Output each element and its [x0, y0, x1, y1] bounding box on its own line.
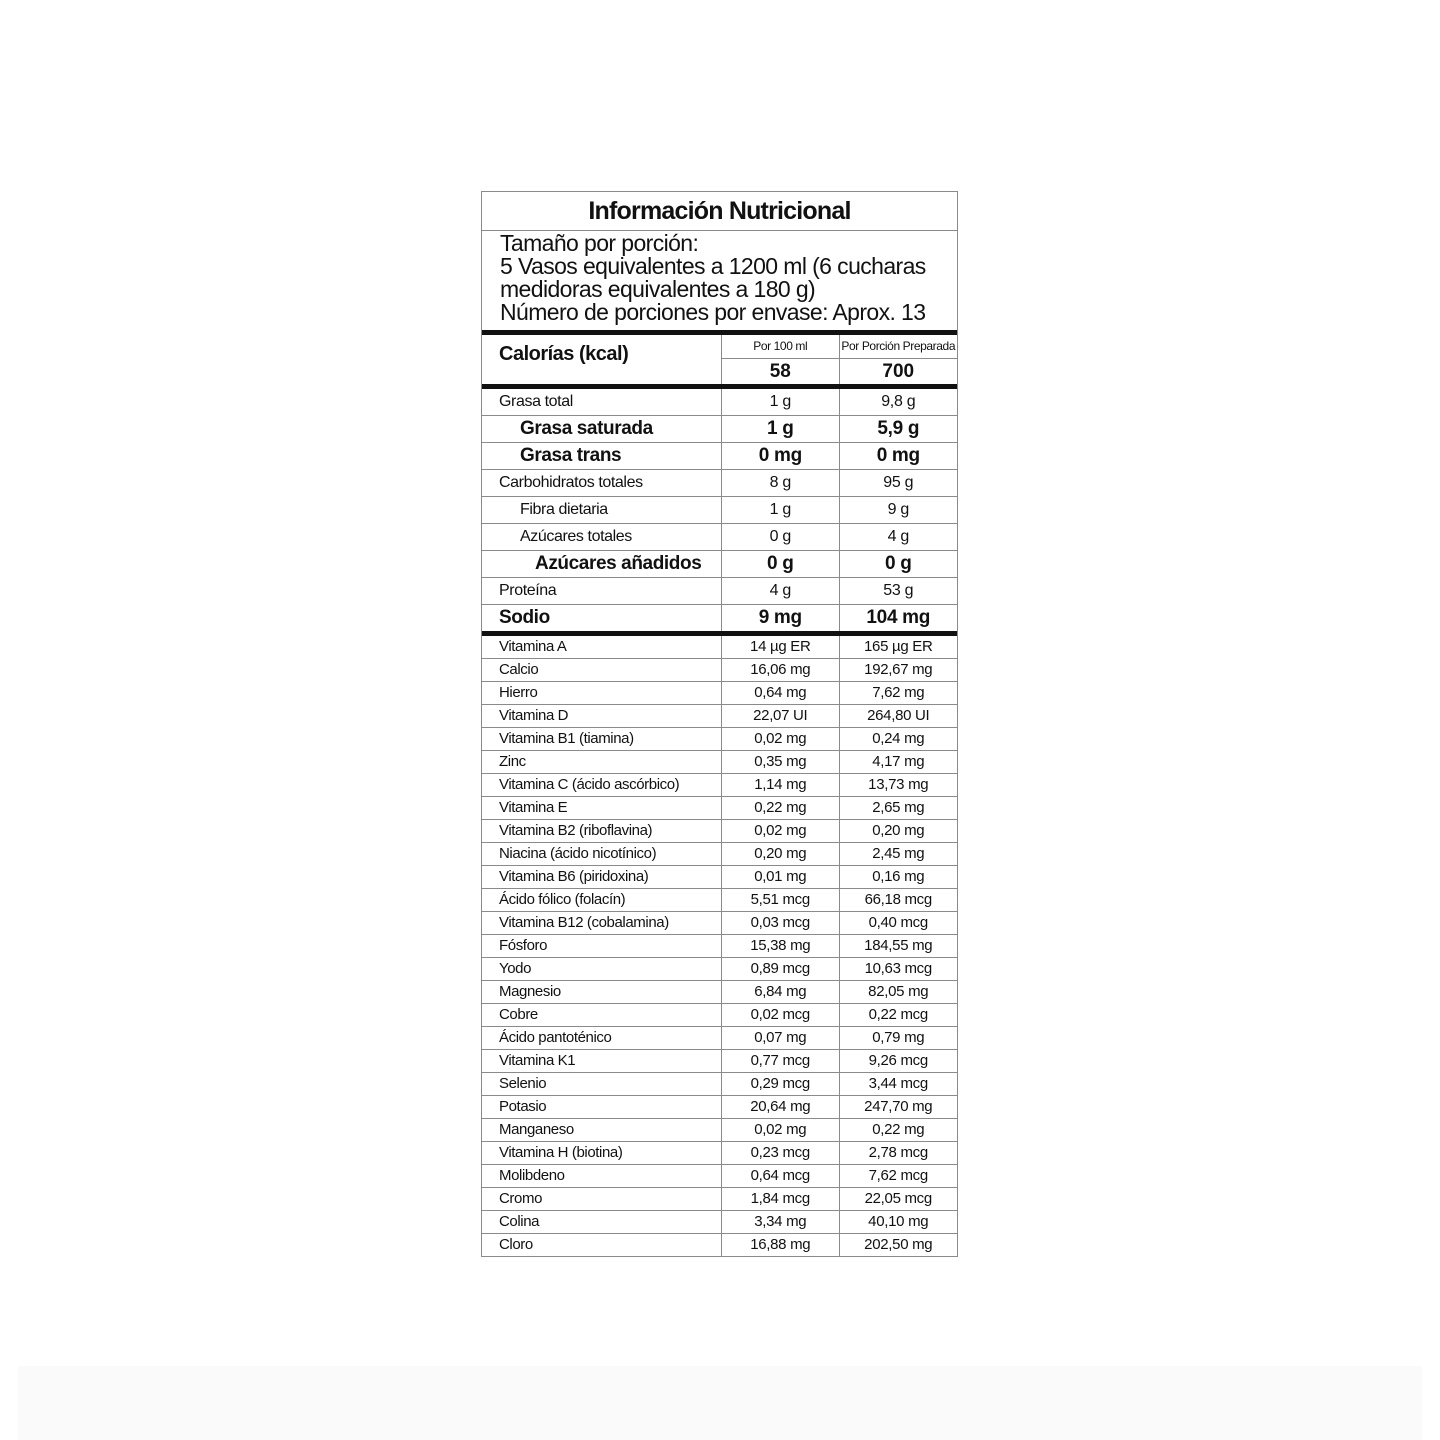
value-per-100ml: 0,89 mcg — [721, 958, 838, 980]
macronutrients-table — [482, 389, 957, 631]
value-per-serving: 40,10 mg — [839, 1211, 957, 1233]
value-per-serving: 0,22 mcg — [839, 1004, 957, 1026]
value-per-serving: 3,44 mcg — [839, 1073, 957, 1095]
table-row — [482, 980, 957, 1003]
table-row — [482, 1072, 957, 1095]
bottom-background-band — [18, 1366, 1422, 1440]
value-per-100ml: 0,77 mcg — [721, 1050, 838, 1072]
value-per-100ml: 0 mg — [721, 443, 838, 469]
value-per-serving: 10,63 mcg — [839, 958, 957, 980]
column-header-per-serving: Por Porción Preparada — [840, 335, 957, 359]
nutrient-name: Grasa total — [499, 393, 573, 410]
value-per-100ml: 1 g — [721, 497, 838, 523]
table-row — [482, 604, 957, 631]
value-per-100ml: 0,20 mg — [721, 843, 838, 865]
nutrient-name: Vitamina D — [499, 707, 569, 724]
value-per-100ml: 0,64 mg — [721, 682, 838, 704]
table-row — [482, 681, 957, 704]
nutrient-name: Fósforo — [499, 937, 548, 954]
table-row — [482, 1003, 957, 1026]
value-per-serving: 66,18 mcg — [839, 889, 957, 911]
value-per-serving: 4 g — [839, 524, 957, 550]
value-per-100ml: 0,02 mg — [721, 1119, 838, 1141]
table-row — [482, 842, 957, 865]
calories-col-per-serving — [839, 335, 957, 384]
nutrient-name: Cloro — [499, 1236, 533, 1253]
nutrient-name: Vitamina H (biotina) — [499, 1144, 623, 1161]
table-row — [482, 934, 957, 957]
table-row — [482, 865, 957, 888]
nutrient-name: Niacina (ácido nicotínico) — [499, 845, 657, 862]
nutrient-name: Calcio — [499, 661, 539, 678]
value-per-100ml: 1 g — [721, 389, 838, 415]
nutrient-name: Selenio — [499, 1075, 547, 1092]
value-per-100ml: 5,51 mcg — [721, 889, 838, 911]
value-per-100ml: 0,03 mcg — [721, 912, 838, 934]
nutrient-name: Vitamina B12 (cobalamina) — [499, 914, 669, 931]
value-per-serving: 22,05 mcg — [839, 1188, 957, 1210]
value-per-100ml: 9 mg — [721, 605, 838, 631]
table-row — [482, 1164, 957, 1187]
table-row — [482, 1210, 957, 1233]
value-per-serving: 7,62 mg — [839, 682, 957, 704]
value-per-100ml: 3,34 mg — [721, 1211, 838, 1233]
value-per-serving: 165 µg ER — [839, 636, 957, 658]
nutrient-name: Sodio — [499, 607, 550, 628]
table-row — [482, 636, 957, 658]
table-row — [482, 442, 957, 469]
table-row — [482, 389, 957, 415]
table-row — [482, 523, 957, 550]
value-per-serving: 202,50 mg — [839, 1234, 957, 1256]
nutrient-name: Ácido pantoténico — [499, 1029, 612, 1046]
nutrient-name: Fibra dietaria — [520, 501, 608, 518]
nutrient-name: Vitamina E — [499, 799, 568, 816]
calories-col-per-100ml — [721, 335, 838, 384]
nutrient-name: Vitamina A — [499, 638, 567, 655]
nutrient-name: Grasa trans — [520, 445, 622, 466]
table-row — [482, 415, 957, 442]
value-per-100ml: 0 g — [721, 551, 838, 577]
value-per-serving: 9,8 g — [839, 389, 957, 415]
nutrient-name: Vitamina B2 (riboflavina) — [499, 822, 653, 839]
value-per-serving: 95 g — [839, 470, 957, 496]
table-row — [482, 727, 957, 750]
nutrient-name: Vitamina B6 (piridoxina) — [499, 868, 649, 885]
calories-row — [482, 335, 957, 384]
value-per-100ml: 0,02 mg — [721, 728, 838, 750]
nutrient-name: Vitamina B1 (tiamina) — [499, 730, 634, 747]
table-row — [482, 1187, 957, 1210]
table-row — [482, 750, 957, 773]
table-row — [482, 773, 957, 796]
nutrient-name: Potasio — [499, 1098, 547, 1115]
nutrient-name: Ácido fólico (folacín) — [499, 891, 626, 908]
table-row — [482, 550, 957, 577]
table-row — [482, 704, 957, 727]
nutrient-name: Vitamina K1 — [499, 1052, 576, 1069]
value-per-serving: 0 g — [839, 551, 957, 577]
table-row — [482, 658, 957, 681]
value-per-serving: 9 g — [839, 497, 957, 523]
table-row — [482, 796, 957, 819]
value-per-serving: 0,20 mg — [839, 820, 957, 842]
nutrient-name: Cromo — [499, 1190, 543, 1207]
nutrient-name: Colina — [499, 1213, 540, 1230]
value-per-100ml: 0,35 mg — [721, 751, 838, 773]
nutrient-name: Azúcares totales — [520, 528, 632, 545]
value-per-serving: 82,05 mg — [839, 981, 957, 1003]
value-per-serving: 13,73 mg — [839, 774, 957, 796]
value-per-serving: 5,9 g — [839, 416, 957, 442]
value-per-serving: 0 mg — [839, 443, 957, 469]
value-per-100ml: 8 g — [721, 470, 838, 496]
value-per-serving: 0,40 mcg — [839, 912, 957, 934]
value-per-100ml: 0,02 mcg — [721, 1004, 838, 1026]
nutrient-name: Carbohidratos totales — [499, 474, 643, 491]
table-row — [482, 1026, 957, 1049]
table-row — [482, 1118, 957, 1141]
calories-value-per-serving: 700 — [882, 361, 915, 382]
serving-size-value: 5 Vasos equivalentes a 1200 ml (6 cucharas — [500, 253, 926, 279]
table-row — [482, 1141, 957, 1164]
value-per-serving: 247,70 mg — [839, 1096, 957, 1118]
value-per-serving: 2,65 mg — [839, 797, 957, 819]
table-row — [482, 577, 957, 604]
table-row — [482, 888, 957, 911]
table-row — [482, 1049, 957, 1072]
nutrient-name: Proteína — [499, 582, 557, 599]
value-per-serving: 264,80 UI — [839, 705, 957, 727]
value-per-100ml: 15,38 mg — [721, 935, 838, 957]
value-per-100ml: 0,07 mg — [721, 1027, 838, 1049]
nutrient-name: Vitamina C (ácido ascórbico) — [499, 776, 680, 793]
value-per-serving: 2,78 mcg — [839, 1142, 957, 1164]
value-per-100ml: 0,02 mg — [721, 820, 838, 842]
value-per-100ml: 1,84 mcg — [721, 1188, 838, 1210]
value-per-100ml: 0,64 mcg — [721, 1165, 838, 1187]
value-per-100ml: 16,88 mg — [721, 1234, 838, 1256]
table-row — [482, 1233, 957, 1256]
table-row — [482, 496, 957, 523]
value-per-100ml: 14 µg ER — [721, 636, 838, 658]
serving-size-heading: Tamaño por porción: — [500, 230, 699, 256]
value-per-serving: 192,67 mg — [839, 659, 957, 681]
table-row — [482, 911, 957, 934]
value-per-100ml: 22,07 UI — [721, 705, 838, 727]
nutrient-name: Zinc — [499, 753, 526, 770]
nutrient-name: Yodo — [499, 960, 532, 977]
value-per-100ml: 0 g — [721, 524, 838, 550]
value-per-100ml: 4 g — [721, 578, 838, 604]
value-per-100ml: 1,14 mg — [721, 774, 838, 796]
table-row — [482, 469, 957, 496]
column-header-per-100ml: Por 100 ml — [722, 335, 838, 359]
value-per-serving: 0,16 mg — [839, 866, 957, 888]
value-per-serving: 0,79 mg — [839, 1027, 957, 1049]
value-per-serving: 4,17 mg — [839, 751, 957, 773]
value-per-serving: 0,22 mg — [839, 1119, 957, 1141]
serving-info — [482, 231, 957, 330]
nutrient-name: Azúcares añadidos — [535, 553, 702, 574]
value-per-100ml: 0,29 mcg — [721, 1073, 838, 1095]
calories-label: Calorías (kcal) — [499, 343, 629, 365]
nutrient-name: Hierro — [499, 684, 538, 701]
value-per-serving: 7,62 mcg — [839, 1165, 957, 1187]
nutrition-facts-label — [481, 191, 958, 1257]
table-row — [482, 1095, 957, 1118]
value-per-serving: 9,26 mcg — [839, 1050, 957, 1072]
servings-per-container: Número de porciones por envase: Aprox. 13 — [500, 299, 926, 325]
value-per-serving: 2,45 mg — [839, 843, 957, 865]
table-row — [482, 957, 957, 980]
value-per-100ml: 16,06 mg — [721, 659, 838, 681]
nutrient-name: Magnesio — [499, 983, 561, 1000]
nutrient-name: Grasa saturada — [520, 418, 653, 439]
table-row — [482, 819, 957, 842]
nutrient-name: Molibdeno — [499, 1167, 565, 1184]
value-per-serving: 104 mg — [839, 605, 957, 631]
value-per-100ml: 20,64 mg — [721, 1096, 838, 1118]
micronutrients-table — [482, 636, 957, 1256]
value-per-100ml: 6,84 mg — [721, 981, 838, 1003]
value-per-100ml: 0,01 mg — [721, 866, 838, 888]
serving-size-value-cont: medidoras equivalentes a 180 g) — [500, 276, 816, 302]
label-title: Información Nutricional — [482, 192, 957, 231]
nutrient-name: Cobre — [499, 1006, 538, 1023]
calories-value-per-100ml: 58 — [769, 361, 791, 382]
value-per-serving: 53 g — [839, 578, 957, 604]
value-per-100ml: 0,22 mg — [721, 797, 838, 819]
value-per-serving: 184,55 mg — [839, 935, 957, 957]
value-per-100ml: 0,23 mcg — [721, 1142, 838, 1164]
value-per-serving: 0,24 mg — [839, 728, 957, 750]
value-per-100ml: 1 g — [721, 416, 838, 442]
nutrient-name: Manganeso — [499, 1121, 574, 1138]
